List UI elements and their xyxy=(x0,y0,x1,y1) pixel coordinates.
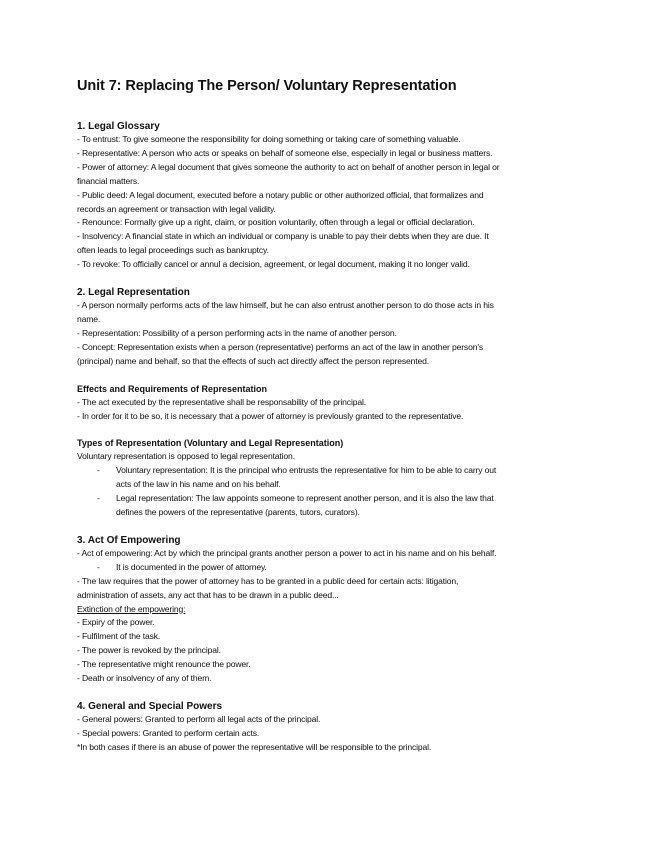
paragraph-line: - A person normally performs acts of the law himself, but he can also entrust another person to do those acts in his xyxy=(77,300,494,311)
list-item: - Expiry of the power. xyxy=(77,617,155,628)
glossary-line: - Public deed: A legal document, executed before a notary public or other authorized official, that formalizes and xyxy=(77,189,484,200)
document-title: Unit 7: Replacing The Person/ Voluntary Representation xyxy=(77,78,457,94)
section-1-heading: 1. Legal Glossary xyxy=(77,121,160,132)
section-1-body xyxy=(77,133,582,272)
paragraph-line: - In order for it to be so, it is necessary that a power of attorney is previously granted to the representative. xyxy=(77,410,464,421)
list-item: - The power is revoked by the principal. xyxy=(77,645,221,656)
glossary-line: - Renounce: Formally give up a right, claim, or position voluntarily, often through a legal or official declaration. xyxy=(77,217,475,228)
paragraph-line: Voluntary representation is opposed to legal representation. xyxy=(77,451,295,462)
list-item: - The representative might renounce the power. xyxy=(77,659,251,670)
effects-subheading: Effects and Requirements of Representation xyxy=(77,383,268,394)
list-item xyxy=(77,492,582,520)
paragraph-line: - General powers: Granted to perform all legal acts of the principal. xyxy=(77,714,321,724)
glossary-line: often leads to legal proceedings such as bankruptcy. xyxy=(77,245,269,256)
paragraph-line: - The law requires that the power of attorney has to be granted in a public deed for certain acts: litigation, xyxy=(77,575,459,586)
section-4-heading: 4. General and Special Powers xyxy=(77,701,223,712)
list-item-text: Voluntary representation: It is the principal who entrusts the representative for him to be able to carry out xyxy=(116,465,497,476)
paragraph-line: - Representation: Possibility of a person performing acts in the name of another person. xyxy=(77,327,397,338)
types-subheading: Types of Representation (Voluntary and Legal Representation) xyxy=(77,438,344,449)
bullet-dash: - xyxy=(97,465,100,476)
list-item xyxy=(77,561,582,575)
list-item: - Fulfilment of the task. xyxy=(77,631,161,642)
list-item-text: defines the powers of the representative (parents, tutors, curators). xyxy=(116,507,360,518)
paragraph-line: - Concept: Representation exists when a person (representative) performs an act of the law in another person's xyxy=(77,341,483,352)
paragraph-line: *In both cases if there is an abuse of power the representative will be responsible to the principal. xyxy=(77,741,432,752)
glossary-line: - To revoke: To officially cancel or annul a decision, agreement, or legal document, making it no longer valid. xyxy=(77,259,470,270)
glossary-line: - Insolvency: A financial state in which an individual or company is unable to pay their debts when they are due. It xyxy=(77,231,489,242)
section-2-heading: 2. Legal Representation xyxy=(77,287,190,299)
glossary-line: records an agreement or transaction with legal validity. xyxy=(77,203,276,214)
extinction-heading: Extinction of the empowering: xyxy=(77,603,186,614)
list-item-text: acts of the law in his name and on his behalf. xyxy=(116,479,281,490)
document-page xyxy=(77,78,582,755)
section-3-heading: 3. Act Of Empowering xyxy=(77,534,181,546)
paragraph-line: - The act executed by the representative shall be responsability of the principal. xyxy=(77,396,366,407)
glossary-line: financial matters. xyxy=(77,175,140,186)
paragraph-line: - Act of empowering: Act by which the principal grants another person a power to act in his name and on his behalf. xyxy=(77,547,497,558)
list-item-text: Legal representation: The law appoints someone to represent another person, and it is also the law that xyxy=(116,493,494,504)
glossary-line: - To entrust: To give someone the responsibility for doing something or taking care of something valuable. xyxy=(77,134,461,144)
bullet-dash: - xyxy=(97,561,100,572)
list-item xyxy=(77,464,582,492)
paragraph-line: (principal) name and behalf, so that the effects of such act directly affect the person represented. xyxy=(77,355,430,366)
paragraph-line: administration of assets, any act that has to be drawn in a public deed... xyxy=(77,589,339,600)
section-2-body xyxy=(77,299,582,369)
paragraph-line: - Special powers: Granted to perform certain acts. xyxy=(77,727,260,738)
list-item-text: It is documented in the power of attorney. xyxy=(116,561,267,572)
glossary-line: - Representative: A person who acts or speaks on behalf of someone else, especially in legal or business matters. xyxy=(77,147,493,158)
list-item: - Death or insolvency of any of them. xyxy=(77,673,212,684)
bullet-dash: - xyxy=(97,493,100,504)
paragraph-line: name. xyxy=(77,313,101,324)
glossary-line: - Power of attorney: A legal document that gives someone the authority to act on behalf of another person in legal or xyxy=(77,161,500,172)
